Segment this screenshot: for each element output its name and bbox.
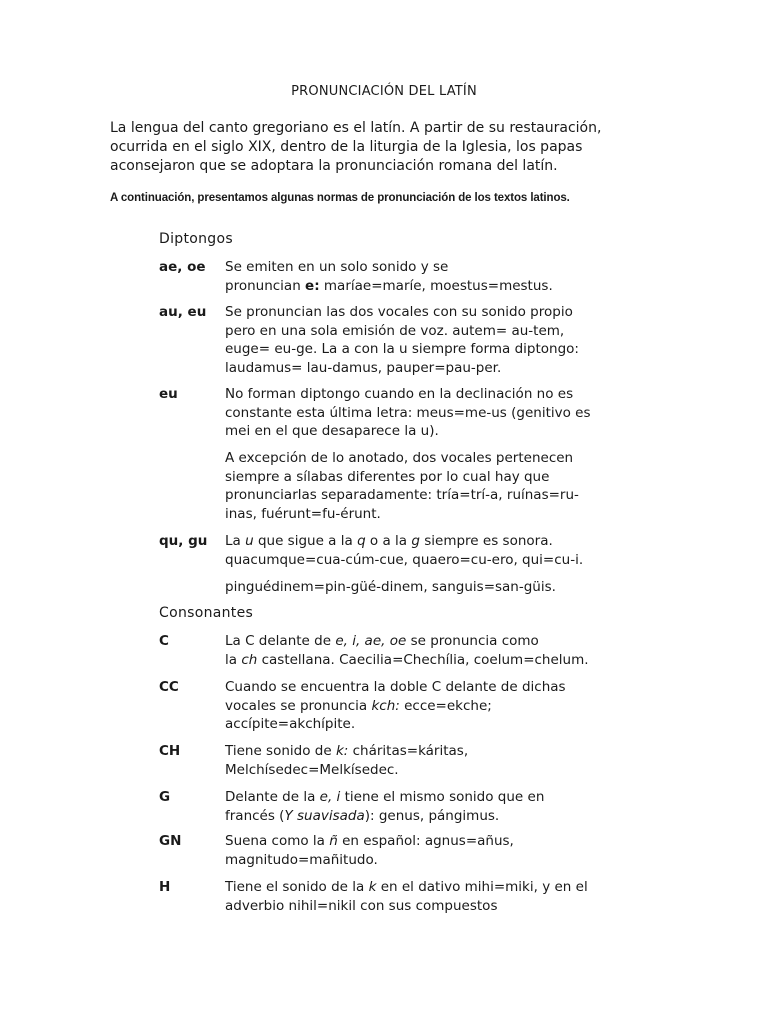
- entry-description: [225, 385, 620, 441]
- entry-description: [225, 258, 620, 295]
- italic-run: k:: [335, 743, 349, 759]
- desc-line: Se emiten en un solo sonido y se: [225, 259, 449, 275]
- text-run: siempre es sonora.: [419, 533, 553, 549]
- desc-line: [225, 632, 620, 651]
- entry-description: [225, 578, 620, 597]
- desc-line: [225, 807, 620, 826]
- desc-line: quacumque=cua-cúm-cue, quaero=cu-ero, qui=cu-i.: [225, 551, 584, 568]
- intro-line: ocurrida en el siglo XIX, dentro de la liturgia de la Iglesia, los papas: [110, 139, 583, 155]
- text-run: tiene el mismo sonido que en: [340, 789, 545, 805]
- text-run: se pronuncia como: [406, 633, 539, 649]
- document-title: PRONUNCIACIÓN DEL LATÍN: [291, 84, 477, 99]
- text-run: pronuncian: [225, 277, 306, 294]
- italic-run: q: [357, 533, 366, 549]
- text-run: o a la: [365, 533, 412, 549]
- entry-term: qu, gu: [159, 533, 208, 549]
- desc-line: [225, 697, 620, 716]
- entry-description: [225, 742, 620, 779]
- entry-term: ae, oe: [159, 259, 206, 275]
- entry-term: CC: [159, 679, 179, 695]
- text-run: ): genus, pángimus.: [364, 807, 500, 824]
- desc-line: [225, 532, 620, 551]
- italic-run: e, i, ae, oe: [335, 633, 407, 649]
- intro-line: aconsejaron que se adoptara la pronunciación romana del latín.: [110, 158, 558, 174]
- note-text: A continuación, presentamos algunas normas de pronunciación de los textos latinos.: [110, 192, 570, 204]
- text-run: cháritas=káritas,: [348, 743, 469, 759]
- desc-line: siempre a sílabas diferentes por lo cual hay que: [225, 468, 550, 485]
- intro-paragraph: [110, 119, 630, 176]
- italic-run: g: [411, 533, 420, 549]
- desc-line: Melchísedec=Melkísedec.: [225, 761, 399, 778]
- italic-run: u: [245, 533, 254, 549]
- desc-line: pinguédinem=pin-güé-dinem, sanguis=san-güis.: [225, 579, 556, 595]
- text-run: vocales se pronuncia: [225, 697, 372, 714]
- text-run: que sigue a la: [253, 533, 358, 549]
- desc-line: magnitudo=mañitudo.: [225, 851, 378, 868]
- entry-term: H: [159, 879, 171, 895]
- entry-description: [225, 788, 620, 825]
- italic-run: e, i: [319, 789, 341, 805]
- text-run: La C delante de: [225, 633, 336, 649]
- text-run: la: [225, 651, 242, 668]
- entry-term: eu: [159, 386, 178, 402]
- desc-line: A excepción de lo anotado, dos vocales pertenecen: [225, 450, 574, 466]
- desc-line: [225, 832, 620, 851]
- entry-description: [225, 632, 620, 669]
- desc-line: pronunciarlas separadamente: tría=trí-a, ruínas=ru-: [225, 487, 579, 503]
- desc-line: [225, 878, 620, 897]
- text-run: en español: agnus=añus,: [337, 833, 514, 849]
- desc-line: euge= eu-ge. La a con la u siempre forma diptongo:: [225, 341, 579, 357]
- entry-description: [225, 878, 620, 915]
- italic-run: kch:: [371, 697, 400, 714]
- text-run: Delante de la: [225, 789, 320, 805]
- desc-line: mei en el que desaparece la u).: [225, 423, 439, 439]
- desc-line: [225, 277, 620, 296]
- section-heading-consonantes: Consonantes: [159, 605, 254, 621]
- entry-description: [225, 532, 620, 569]
- entry-description: [225, 303, 620, 377]
- text-run: francés (: [225, 807, 285, 824]
- desc-line: laudamus= lau-damus, pauper=pau-per.: [225, 359, 502, 376]
- text-run: en el dativo mihi=miki, y en el: [376, 879, 588, 895]
- desc-line: Se pronuncian las dos vocales con su sonido propio: [225, 304, 573, 320]
- intro-line: La lengua del canto gregoriano es el latín. A partir de su restauración,: [110, 120, 602, 136]
- text-run: maríae=maríe, moestus=mestus.: [319, 277, 553, 294]
- desc-line: [225, 651, 620, 670]
- entry-description: [225, 832, 620, 869]
- desc-line: pero en una sola emisión de voz. autem= au-tem,: [225, 322, 565, 339]
- entry-term: G: [159, 789, 171, 805]
- desc-line: No forman diptongo cuando en la declinación no es: [225, 386, 574, 402]
- section-heading-diptongos: Diptongos: [159, 231, 233, 247]
- desc-line: constante esta última letra: meus=me-us (genitivo es: [225, 404, 591, 421]
- text-run: Suena como la: [225, 833, 330, 849]
- italic-run: Y suavisada: [284, 807, 365, 824]
- entry-term: au, eu: [159, 304, 207, 320]
- entry-term: GN: [159, 833, 182, 849]
- italic-run: ñ: [329, 833, 338, 849]
- text-run: castellana. Caecilia=Chechília, coelum=chelum.: [257, 651, 589, 668]
- italic-run: ch: [241, 651, 258, 668]
- bold-run: e:: [305, 277, 320, 294]
- text-run: Tiene sonido de: [225, 743, 336, 759]
- entry-description: [225, 449, 620, 523]
- italic-run: k: [368, 879, 377, 895]
- desc-line: inas, fuérunt=fu-érunt.: [225, 505, 381, 522]
- entry-term: CH: [159, 743, 181, 759]
- desc-line: adverbio nihil=nikil con sus compuestos: [225, 897, 498, 914]
- text-run: La: [225, 533, 246, 549]
- desc-line: Cuando se encuentra la doble C delante de dichas: [225, 679, 566, 695]
- text-run: ecce=ekche;: [399, 697, 492, 714]
- desc-line: accípite=akchípite.: [225, 716, 356, 732]
- text-run: Tiene el sonido de la: [225, 879, 369, 895]
- entry-description: [225, 678, 620, 734]
- entry-term: C: [159, 633, 169, 649]
- desc-line: [225, 788, 620, 807]
- desc-line: [225, 742, 620, 761]
